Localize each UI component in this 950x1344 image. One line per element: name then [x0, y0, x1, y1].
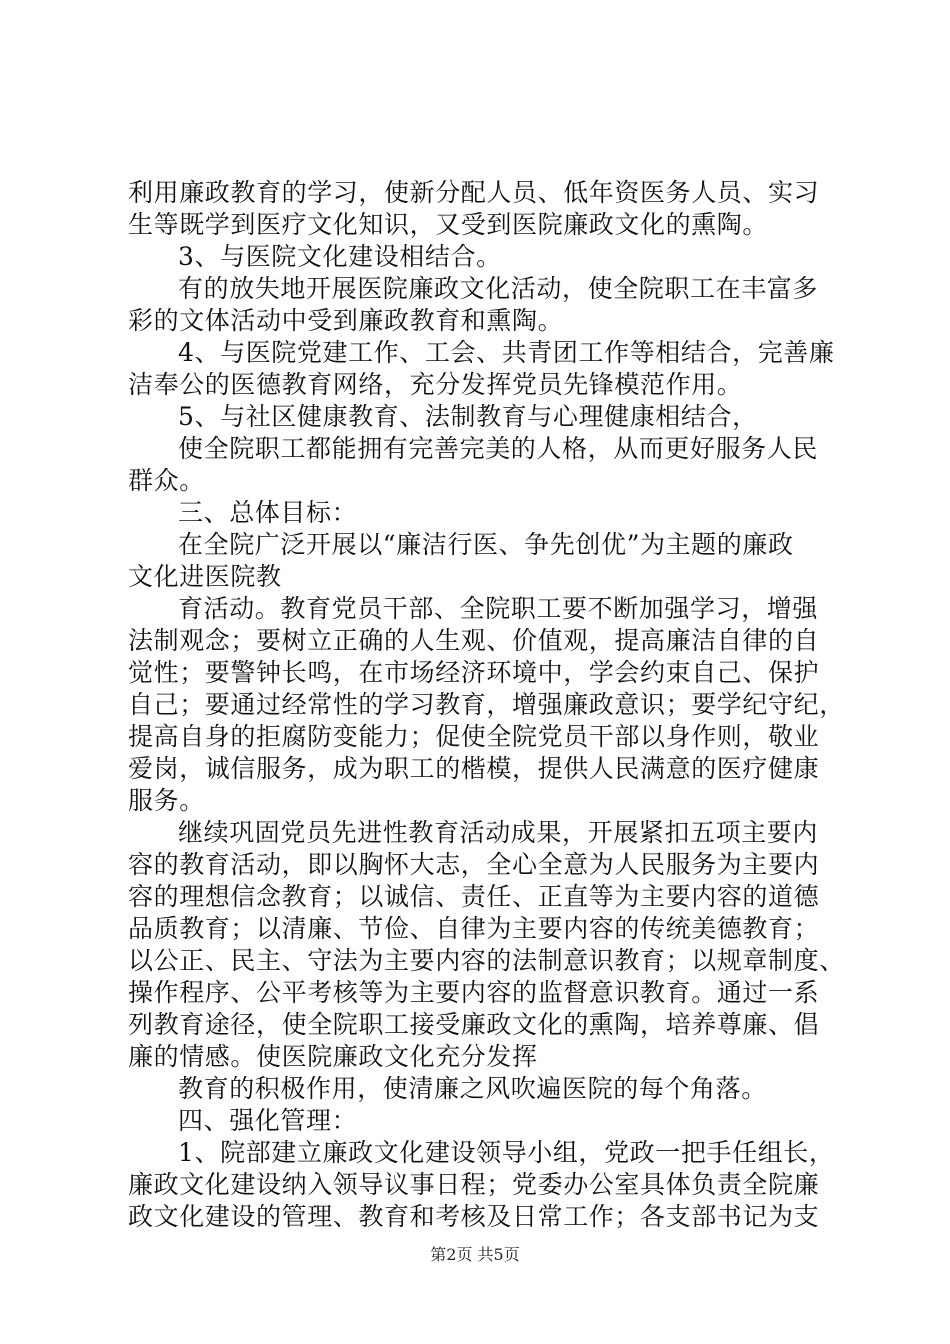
text-line: 1、院部建立廉政文化建设领导小组，党政一把手任组长， [178, 1138, 835, 1167]
text-line: 4、与医院党建工作、工会、共青团工作等相结合，完善廉 [178, 338, 835, 367]
text-line: 自己；要通过经常性的学习教育，增强廉政意识；要学纪守纪， [128, 690, 845, 719]
text-line: 容的教育活动，即以胸怀大志，全心全意为人民服务为主要内 [128, 850, 820, 879]
text-line: 有的放失地开展医院廉政文化活动，使全院职工在丰富多 [178, 274, 819, 303]
text-line: 以公正、民主、守法为主要内容的法制意识教育；以规章制度、 [128, 946, 845, 975]
text-line: 彩的文体活动中受到廉政教育和熏陶。 [128, 306, 564, 335]
text-line: 教育的积极作用，使清廉之风吹遍医院的每个角落。 [178, 1074, 767, 1103]
text-line: 列教育途径，使全院职工接受廉政文化的熏陶，培养尊廉、倡 [128, 1010, 820, 1039]
document-body [128, 177, 845, 1233]
text-line: 育活动。教育党员干部、全院职工要不断加强学习，增强 [178, 594, 819, 623]
text-line: 生等既学到医疗文化知识，又受到医院廉政文化的熏陶。 [128, 210, 769, 239]
text-line: 洁奉公的医德教育网络，充分发挥党员先锋模范作用。 [128, 370, 743, 399]
text-line: 利用廉政教育的学习，使新分配人员、低年资医务人员、实习 [128, 178, 820, 207]
text-line: 爱岗，诚信服务，成为职工的楷模，提供人民满意的医疗健康 [128, 754, 820, 783]
text-line: 品质教育；以清廉、节俭、自律为主要内容的传统美德教育； [128, 914, 820, 943]
text-line: 廉的情感。使医院廉政文化充分发挥 [128, 1042, 538, 1071]
text-line: 提高自身的拒腐防变能力；促使全院党员干部以身作则，敬业 [128, 722, 820, 751]
text-line: 在全院广泛开展以“廉洁行医、争先创优”为主题的廉政 [178, 530, 794, 559]
text-line: 法制观念；要树立正确的人生观、价值观，提高廉洁自律的自 [128, 626, 820, 655]
text-line: 容的理想信念教育；以诚信、责任、正直等为主要内容的道德 [128, 882, 820, 911]
text-line: 操作程序、公平考核等为主要内容的监督意识教育。通过一系 [128, 978, 820, 1007]
page-footer: 第2页 共5页 [430, 1245, 520, 1264]
text-line: 使全院职工都能拥有完善完美的人格，从而更好服务人民 [178, 434, 819, 463]
text-line: 文化进医院教 [128, 562, 282, 591]
text-line: 群众。 [128, 466, 205, 495]
text-line: 廉政文化建设纳入领导议事日程；党委办公室具体负责全院廉 [128, 1170, 820, 1199]
text-line: 5、与社区健康教育、法制教育与心理健康相结合， [178, 402, 758, 431]
text-line: 四、强化管理： [178, 1106, 358, 1135]
text-line: 服务。 [128, 786, 205, 815]
text-line: 政文化建设的管理、教育和考核及日常工作；各支部书记为支 [128, 1202, 820, 1231]
text-line: 觉性；要警钟长鸣，在市场经济环境中，学会约束自己、保护 [128, 658, 820, 687]
text-line: 继续巩固党员先进性教育活动成果，开展紧扣五项主要内 [178, 818, 819, 847]
text-line: 三、总体目标： [178, 498, 358, 527]
text-line: 3、与医院文化建设相结合。 [178, 242, 502, 271]
